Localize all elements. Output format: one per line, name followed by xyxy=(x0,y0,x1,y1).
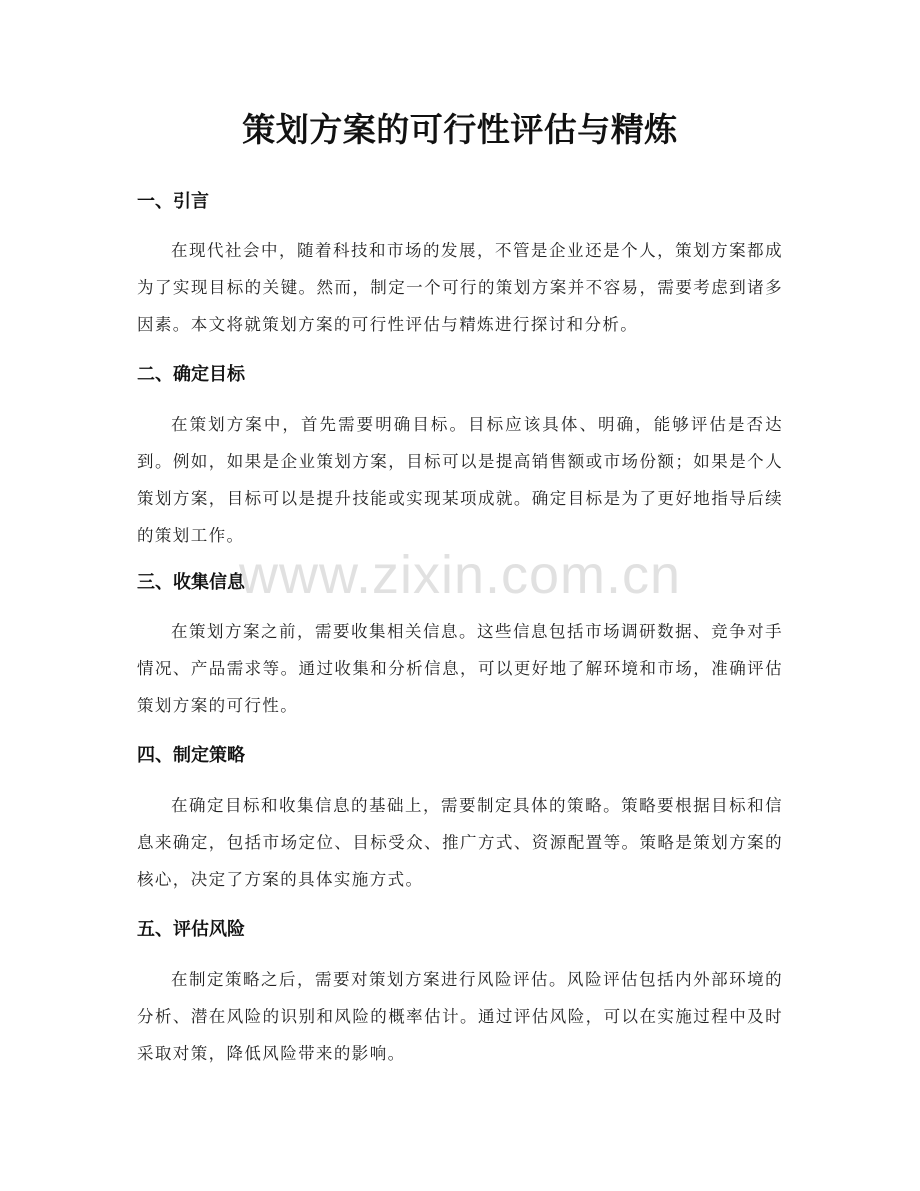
section-paragraph-strategy: 在确定目标和收集信息的基础上，需要制定具体的策略。策略要根据目标和信息来确定，包括市场定位、目标受众、推广方式、资源配置等。策略是策划方案的核心，决定了方案的具体实施方式。 xyxy=(137,796,783,889)
section-heading-introduction: 一、引言 xyxy=(137,191,209,212)
section-heading-define-goals: 二、确定目标 xyxy=(137,364,245,385)
document-title: 策划方案的可行性评估与精炼 xyxy=(242,110,678,149)
section-heading-risk: 五、评估风险 xyxy=(137,919,245,940)
section-paragraph-introduction: 在现代社会中，随着科技和市场的发展，不管是企业还是个人，策划方案都成为了实现目标的关键。然而，制定一个可行的策划方案并不容易，需要考虑到诸多因素。本文将就策划方案的可行性评估与精炼进行探讨和分析。 xyxy=(137,241,783,334)
section-paragraph-collect-info: 在策划方案之前，需要收集相关信息。这些信息包括市场调研数据、竞争对手情况、产品需求等。通过收集和分析信息，可以更好地了解环境和市场，准确评估策划方案的可行性。 xyxy=(137,622,783,715)
section-paragraph-define-goals: 在策划方案中，首先需要明确目标。目标应该具体、明确，能够评估是否达到。例如，如果是企业策划方案，目标可以是提高销售额或市场份额；如果是个人策划方案，目标可以是提升技能或实现某项成就。确定目标是为了更好地指导后续的策划工作。 xyxy=(137,415,783,545)
section-heading-collect-info: 三、收集信息 xyxy=(137,572,245,593)
section-paragraph-risk: 在制定策略之后，需要对策划方案进行风险评估。风险评估包括内外部环境的分析、潜在风险的识别和风险的概率估计。通过评估风险，可以在实施过程中及时采取对策，降低风险带来的影响。 xyxy=(137,970,783,1063)
section-heading-strategy: 四、制定策略 xyxy=(137,745,245,766)
watermark: www.zixin.com.cn xyxy=(238,545,682,605)
